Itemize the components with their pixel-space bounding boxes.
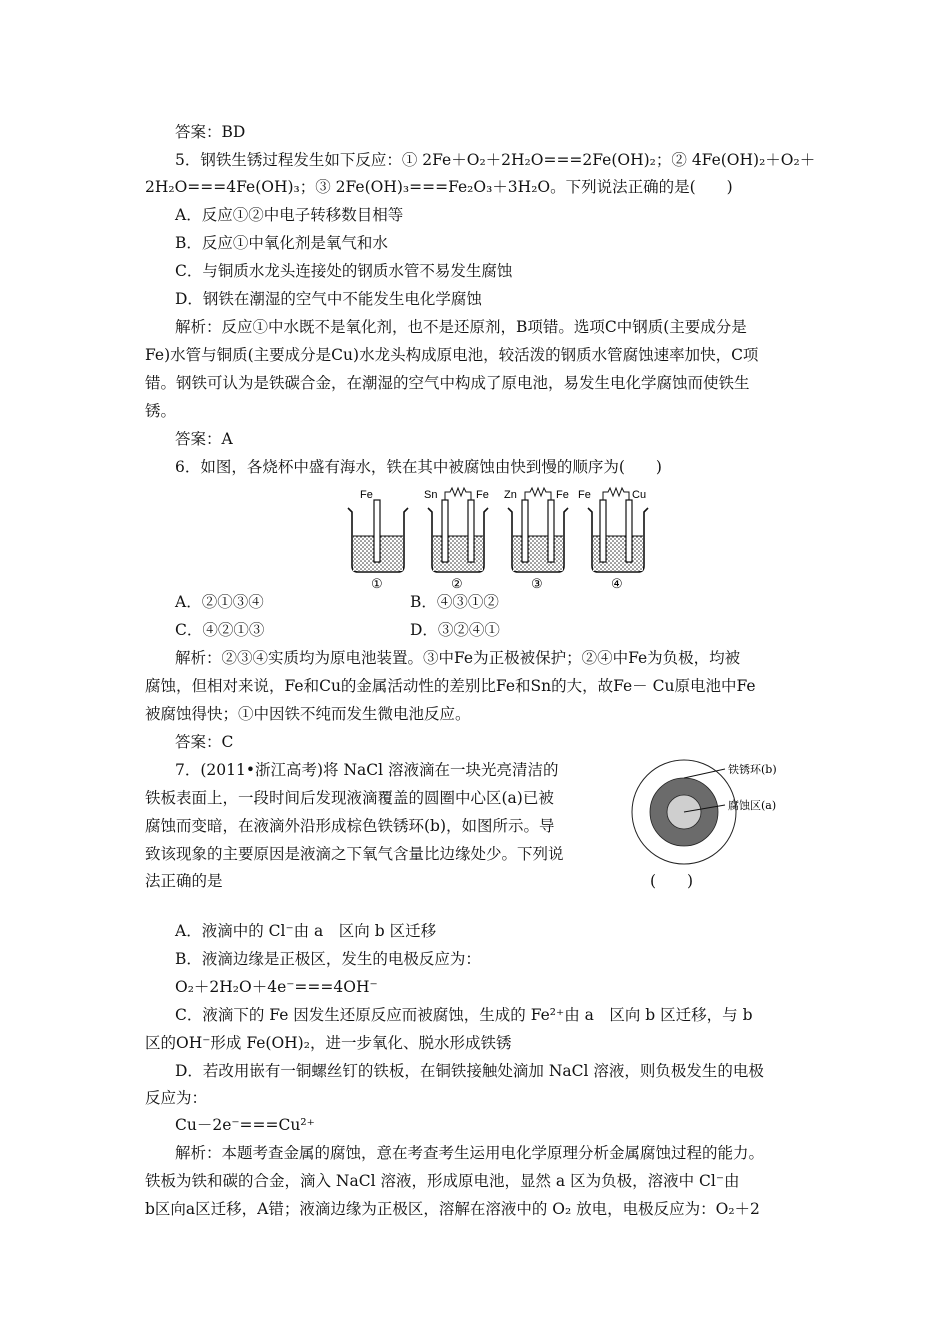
rust-ring-label: 铁锈环(b) — [728, 763, 777, 776]
q7-option-d-equation: Cu－2e⁻===Cu²⁺ — [175, 1116, 315, 1134]
corrosion-zone-label: 腐蚀区(a) — [728, 799, 777, 812]
q7-option-a: A．液滴中的 Cl⁻由 a 区向 b 区迁移 — [175, 922, 437, 940]
q5-explanation-line4: 锈。 — [145, 402, 177, 420]
q5-explanation-line1: 解析：反应①中水既不是氧化剂，也不是还原剂，B项错。选项C中钢质(主要成分是 — [175, 318, 747, 336]
q7-stem-line5: 法正确的是 — [145, 872, 223, 890]
beaker-1-electrode-label: Fe — [360, 489, 373, 501]
beaker-1 — [348, 489, 408, 590]
beaker-3 — [504, 488, 569, 590]
q5-stem-line2: 2H₂O===4Fe(OH)₃；③ 2Fe(OH)₃===Fe₂O₃＋3H₂O。下列说法正确的是( ) — [145, 178, 733, 196]
q7-rust-ring-figure — [625, 755, 805, 865]
q5-option-d: D．钢铁在潮湿的空气中不能发生电化学腐蚀 — [175, 290, 482, 308]
q6-option-c: C．④②①③ — [175, 621, 265, 639]
q6-explanation-line3: 被腐蚀得快；①中因铁不纯而发生微电池反应。 — [145, 705, 471, 723]
q5-explanation-line3: 错。钢铁可认为是铁碳合金，在潮湿的空气中构成了原电池，易发生电化学腐蚀而使铁生 — [145, 374, 750, 392]
q6-explanation-line2: 腐蚀，但相对来说，Fe和Cu的金属活动性的差别比Fe和Sn的大，故Fe－ Cu原电池中Fe — [145, 677, 756, 695]
q7-option-d-line1: D．若改用嵌有一铜螺丝钉的铁板，在铜铁接触处滴加 NaCl 溶液，则负极发生的电极 — [175, 1062, 764, 1080]
q7-stem-line2: 铁板表面上，一段时间后发现液滴覆盖的圆圈中心区(a)已被 — [145, 789, 554, 807]
q7-explanation-line3: b区向a区迁移，A错；液滴边缘为正极区，溶解在溶液中的 O₂ 放电，电极反应为：O₂＋2 — [145, 1200, 760, 1218]
beaker-4-number: ④ — [611, 576, 623, 590]
q7-option-c-line2: 区的OH⁻形成 Fe(OH)₂，进一步氧化、脱水形成铁锈 — [145, 1034, 512, 1052]
beaker-3-left-label: Zn — [504, 489, 517, 501]
q5-option-b: B．反应①中氧化剂是氧气和水 — [175, 234, 388, 252]
q4-answer: 答案：BD — [175, 123, 246, 141]
q7-explanation-line2: 铁板为铁和碳的合金，滴入 NaCl 溶液，形成原电池，显然 a 区为负极，溶液中 Cl⁻由 — [145, 1172, 740, 1190]
q7-option-b-equation: O₂＋2H₂O＋4e⁻===4OH⁻ — [175, 978, 378, 996]
beaker-3-number: ③ — [531, 576, 543, 590]
q7-stem-line3: 腐蚀而变暗，在液滴外沿形成棕色铁锈环(b)，如图所示。导 — [145, 817, 555, 835]
q5-stem-line1: 5．钢铁生锈过程发生如下反应：① 2Fe＋O₂＋2H₂O===2Fe(OH)₂；② 4Fe(OH)₂＋O₂＋ — [175, 151, 816, 169]
q6-option-b: B．④③①② — [410, 593, 499, 611]
beaker-2 — [424, 488, 489, 590]
beaker-2-number: ② — [451, 576, 463, 590]
beaker-1-number: ① — [371, 576, 383, 590]
q5-explanation-line2: Fe)水管与铜质(主要成分是Cu)水龙头构成原电池，较活泼的钢质水管腐蚀速率加快，C项 — [145, 346, 759, 364]
beaker-4-left-label: Fe — [578, 489, 591, 501]
beaker-2-left-label: Sn — [424, 489, 438, 501]
q6-explanation-line1: 解析：②③④实质均为原电池装置。③中Fe为正极被保护；②④中Fe为负极，均被 — [175, 649, 741, 667]
q7-option-d-line2: 反应为： — [145, 1089, 208, 1107]
q5-option-a: A．反应①②中电子转移数目相等 — [175, 206, 404, 224]
q7-answer-bracket: ( ) — [650, 872, 694, 890]
q6-beaker-figure — [342, 486, 652, 590]
beaker-4 — [578, 488, 648, 590]
q7-option-c-line1: C．液滴下的 Fe 因发生还原反应而被腐蚀，生成的 Fe²⁺由 a 区向 b 区迁移，与 b — [175, 1006, 753, 1024]
q6-answer: 答案：C — [175, 733, 234, 751]
q7-explanation-line1: 解析：本题考查金属的腐蚀，意在考查考生运用电化学原理分析金属腐蚀过程的能力。 — [175, 1144, 765, 1162]
beaker-2-right-label: Fe — [476, 489, 489, 501]
q7-stem-line4: 致该现象的主要原因是液滴之下氧气含量比边缘处少。下列说 — [145, 845, 564, 863]
q7-option-b: B．液滴边缘是正极区，发生的电极反应为： — [175, 950, 481, 968]
q6-option-a: A．②①③④ — [175, 593, 264, 611]
beaker-4-right-label: Cu — [632, 489, 647, 501]
q6-option-d: D．③②④① — [410, 621, 500, 639]
q7-stem-line1: 7．(2011•浙江高考)将 NaCl 溶液滴在一块光亮清洁的 — [175, 761, 559, 779]
q5-answer: 答案：A — [175, 430, 233, 448]
beaker-3-right-label: Fe — [556, 489, 569, 501]
q5-option-c: C．与铜质水龙头连接处的钢质水管不易发生腐蚀 — [175, 262, 513, 280]
q6-stem: 6．如图，各烧杯中盛有海水，铁在其中被腐蚀由快到慢的顺序为( ) — [175, 458, 662, 476]
